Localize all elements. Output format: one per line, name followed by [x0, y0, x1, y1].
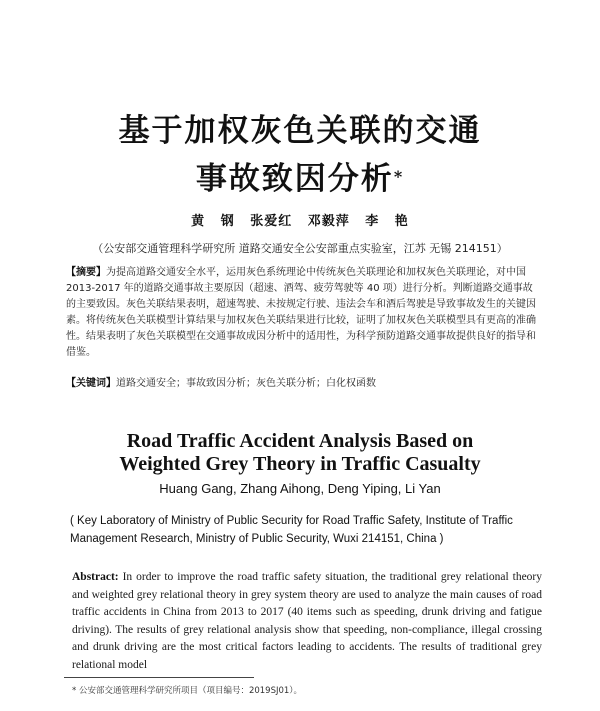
english-title-line-2: Weighted Grey Theory in Traffic Casualty [119, 453, 481, 475]
chinese-affiliation: （公安部交通管理科学研究所 道路交通安全公安部重点实验室，江苏 无锡 214151） [92, 242, 508, 255]
chinese-title-line-1 [0, 114, 600, 148]
english-affiliation: ( Key Laboratory of Ministry of Public Security for Road Traffic Safety, Institute of Traffic Management Research, Ministry of Public Security, Wuxi 214151, China ) [70, 515, 513, 545]
english-abstract-label: Abstract: [72, 571, 119, 583]
chinese-keywords-text: 道路交通安全；事故致因分析；灰色关联分析；白化权函数 [116, 378, 376, 389]
title-footnote-marker: * [393, 167, 405, 186]
english-abstract [72, 569, 542, 674]
footnote-divider [64, 677, 254, 678]
chinese-keywords-label: 【关键词】 [66, 378, 116, 389]
chinese-abstract-label: 【摘要】 [66, 267, 106, 278]
chinese-abstract-text: 为提高道路交通安全水平，运用灰色系统理论中传统灰色关联理论和加权灰色关联理论，对中国 2013-2017 年的道路交通事故主要原因（超速、酒驾、疲劳驾驶等 40 项）进行分析。判断道路交通事故的主要致因。灰色关联结果表明，超速驾驶、未按规定行驶、违法会车和酒后驾驶是导致事故发生的关键因素。将传统灰色关联模型计算结果与加权灰色关联结果进行比较，证明了加权灰色关联模型具有更高的准确性。结果表明了灰色关联模型在交通事故成因分析中的适用性，为科学预防道路交通事故提供良好的指导和借鉴。 [66, 267, 536, 358]
english-authors: Huang Gang, Zhang Aihong, Deng Yiping, Li Yan [159, 481, 441, 496]
footnote: * 公安部交通管理科学研究所项目（项目编号：2019SJ01）。 [72, 686, 303, 696]
chinese-title-line-1-text: 基于加权灰色关联的交通 [118, 113, 482, 149]
chinese-abstract [66, 265, 536, 361]
chinese-authors: 黄 钢 张爱红 邓毅萍 李 艳 [191, 214, 409, 229]
chinese-keywords [66, 374, 536, 389]
chinese-title-line-2 [0, 162, 600, 196]
chinese-title-line-2-text: 事故致因分析 [195, 161, 394, 197]
english-title-line-1: Road Traffic Accident Analysis Based on [126, 430, 474, 452]
english-abstract-text: In order to improve the road traffic safety situation, the traditional grey relational theory and weighted grey relational theory in grey system theory are used to analyze the main causes of road traffic accidents in China from 2013 to 2017 (40 items such as speeding, drunk driving and fatigue driving). The results of grey relational analysis show that speeding, non-compliance, illegal crossing and drunk driving are the most critical factors leading to accidents. The results of traditional grey relational model [72, 571, 543, 671]
